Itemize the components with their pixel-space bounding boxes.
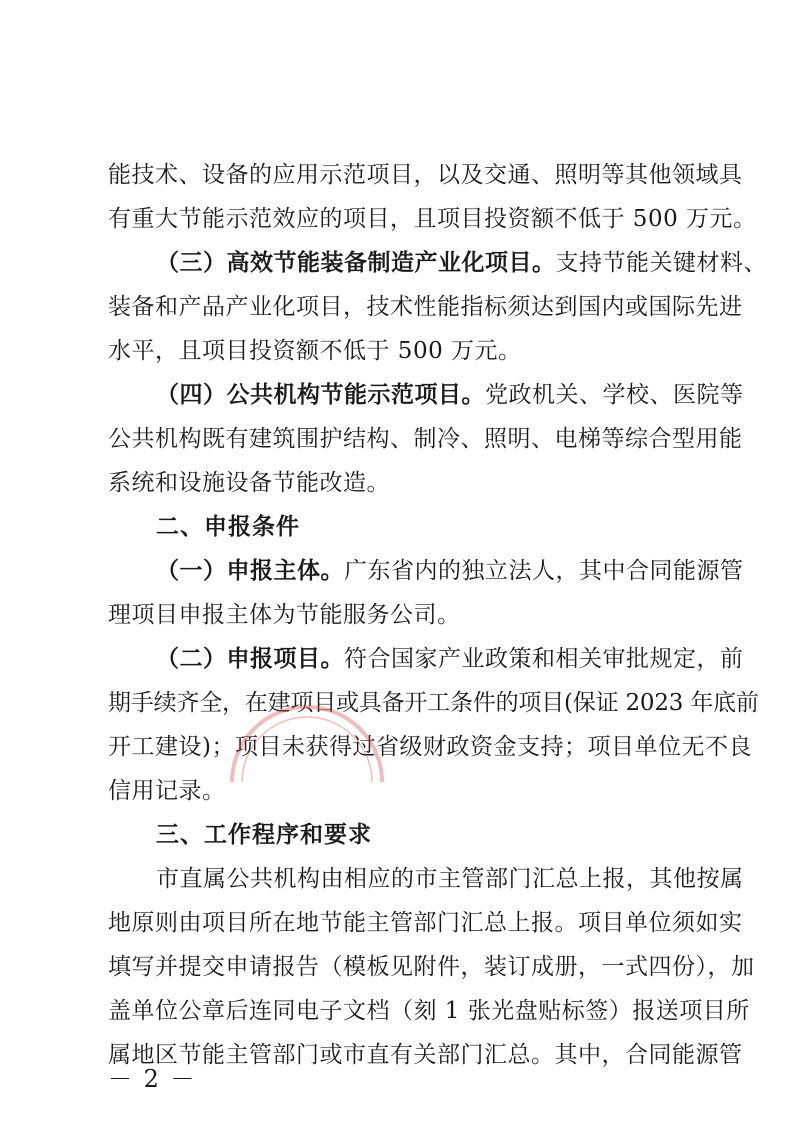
item-3-text: 支持节能关键材料、 [555,250,767,276]
condition-2-text: 符合国家产业政策和相关审批规定，前 [344,646,744,672]
text-line: 理项目申报主体为节能服务公司。 [108,602,461,628]
condition-1-text: 广东省内的独立法人，其中合同能源管 [344,558,744,584]
text-line: 水平，且项目投资额不低于 500 万元。 [108,338,522,364]
condition-2-line [156,642,744,676]
text-line: 开工建设)；项目未获得过省级财政资金支持；项目单位无不良 [108,734,752,760]
item-4-line [156,378,744,412]
text-line: 装备和产品产业化项目，技术性能指标须达到国内或国际先进 [108,294,743,320]
text-line: 填写并提交申请报告（模板见附件，装订成册，一式四份），加 [108,954,755,980]
text-line: 盖单位公章后连同电子文档（刻 1 张光盘贴标签）报送项目所 [108,998,750,1024]
text-line: 属地区节能主管部门或市直有关部门汇总。其中，合同能源管 [108,1042,743,1068]
item-3-title: （三）高效节能装备制造产业化项目。 [156,250,556,276]
text-line: 期手续齐全，在建项目或具备开工条件的项目(保证 2023 年底前 [108,690,759,716]
item-3-line [156,246,767,280]
page-number: － 2 － [108,1065,197,1093]
section-2-heading: 二、申报条件 [156,514,300,540]
condition-1-line [156,554,744,588]
text-line: 有重大节能示范效应的项目，且项目投资额不低于 500 万元。 [108,206,757,232]
section-3-heading: 三、工作程序和要求 [156,822,372,848]
item-4-title: （四）公共机构节能示范项目。 [156,382,485,408]
condition-2-title: （二）申报项目。 [156,646,344,672]
text-line: 能技术、设备的应用示范项目，以及交通、照明等其他领域具 [108,162,743,188]
text-line: 市直属公共机构由相应的市主管部门汇总上报，其他按属 [156,866,744,892]
text-line: 信用记录。 [108,778,226,804]
official-seal-icon [222,682,392,782]
condition-1-title: （一）申报主体。 [156,558,344,584]
item-4-text: 党政机关、学校、医院等 [485,382,744,408]
text-line: 公共机构既有建筑围护结构、制冷、照明、电梯等综合型用能 [108,426,743,452]
text-line: 系统和设施设备节能改造。 [108,470,390,496]
text-line: 地原则由项目所在地节能主管部门汇总上报。项目单位须如实 [108,910,743,936]
